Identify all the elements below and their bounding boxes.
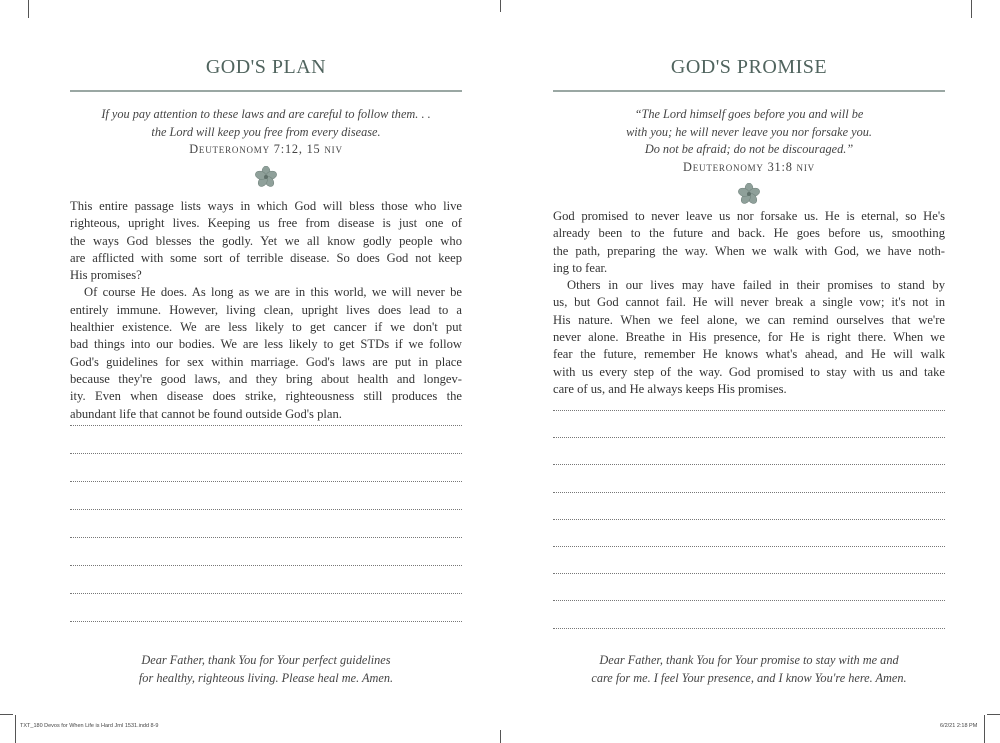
flower-icon xyxy=(738,183,760,205)
body-line: the path, preparing the way. When we walk with God, we have noth- xyxy=(553,243,945,258)
body-line: Of course He does. As long as we are in this world, we will never be xyxy=(84,285,462,300)
flower-icon xyxy=(255,166,277,188)
scripture-quote xyxy=(70,106,462,159)
footer-file: TXT_180 Devos for When Life is Hard Jrnl 1531.indd 8-9 xyxy=(20,723,159,729)
crop-mark xyxy=(984,715,985,743)
page-title: GOD'S PROMISE xyxy=(670,56,828,78)
body-line: the ways God blesses the godly. Yet we all know godly people who xyxy=(70,233,462,248)
journal-writing-line xyxy=(553,437,945,438)
prayer-line: Dear Father, thank You for Your perfect guidelines xyxy=(141,653,391,667)
body-line: This entire passage lists ways in which God will bless those who live xyxy=(70,199,462,213)
journal-writing-line xyxy=(553,573,945,574)
body-line: Others in our lives may have failed in their promises to stand by xyxy=(567,278,945,293)
prayer xyxy=(70,651,462,687)
journal-writing-line xyxy=(70,593,462,594)
quote-line: with you; he will never leave you nor forsake you. xyxy=(626,124,872,139)
quote-line: “The Lord himself goes before you and will be xyxy=(634,107,864,121)
crop-mark xyxy=(15,715,16,743)
devotional-body xyxy=(70,198,462,423)
body-line: His promises? xyxy=(70,268,142,283)
scripture-reference: Deuteronomy 31:8 niv xyxy=(683,159,815,174)
body-line: abundant life that cannot be found outside God's plan. xyxy=(70,406,342,421)
prayer-line: for healthy, righteous living. Please heal me. Amen. xyxy=(138,671,394,685)
body-line: are afflicted with some sort of terrible disease. So does God not keep xyxy=(70,250,462,265)
journal-writing-line xyxy=(553,600,945,601)
journal-writing-line xyxy=(553,464,945,465)
body-line: ity. Even when disease does strike, righteousness still produces the xyxy=(70,389,462,404)
body-line: already been to the future and back. He goes before us, smoothing xyxy=(553,226,945,241)
crop-mark xyxy=(987,714,1000,715)
body-line: because they're good laws, and they bring about health and longev- xyxy=(70,371,462,386)
crop-mark xyxy=(971,0,972,18)
body-line: care of us, and He always keeps His promises. xyxy=(553,381,787,396)
prayer-line: Dear Father, thank You for Your promise to stay with me and xyxy=(599,653,899,667)
body-line: us, but God cannot fail. He will never break a single vow; it's not in xyxy=(553,295,945,310)
body-line: His nature. When we feel alone, we can remind ourselves that we're xyxy=(553,312,945,327)
crop-mark xyxy=(500,0,501,12)
journal-writing-line xyxy=(553,519,945,520)
devotional-body xyxy=(553,208,945,398)
body-line: healthier existence. We are less likely to get cancer if we don't put xyxy=(70,320,462,335)
journal-writing-line xyxy=(70,565,462,566)
crop-mark xyxy=(500,730,501,743)
scripture-reference: Deuteronomy 7:12, 15 niv xyxy=(189,142,343,156)
journal-writing-line xyxy=(70,621,462,622)
journal-writing-line xyxy=(70,537,462,538)
body-line: with us every step of the way. God promised to stay with us and take xyxy=(553,364,945,379)
crop-mark xyxy=(28,0,29,18)
journal-writing-line xyxy=(553,492,945,493)
body-line: God's guidelines for sex within marriage. God's laws are put in place xyxy=(70,354,462,369)
quote-line: the Lord will keep you free from every disease. xyxy=(151,124,381,139)
body-line: fear the future, remember He knows what's ahead, and He will walk xyxy=(553,347,945,362)
quote-line: If you pay attention to these laws and are careful to follow them. . . xyxy=(101,107,431,121)
body-line: ing to fear. xyxy=(553,260,608,275)
body-line: entirely immune. However, living clean, upright lives does lead to a xyxy=(70,302,462,317)
footer-date: 6/2/21 2:18 PM xyxy=(940,723,978,729)
journal-writing-line xyxy=(553,546,945,547)
crop-mark xyxy=(0,714,13,715)
body-line: righteous, upright lives. Keeping us free from disease is just one of xyxy=(70,216,462,231)
quote-line: Do not be afraid; do not be discouraged.” xyxy=(644,142,854,156)
journal-writing-line xyxy=(553,410,945,411)
scripture-quote xyxy=(553,106,945,176)
journal-writing-line xyxy=(553,628,945,629)
body-line: God promised to never leave us nor forsake us. He is eternal, so He's xyxy=(553,209,945,223)
body-line: bad things into our bodies. We are less likely to get STDs if we follow xyxy=(70,337,462,352)
journal-writing-line xyxy=(70,425,462,426)
title-rule xyxy=(553,90,945,92)
prayer xyxy=(553,651,945,687)
journal-writing-line xyxy=(70,481,462,482)
title-rule xyxy=(70,90,462,92)
body-line: never alone. Breathe in His presence, for He is right there. When we xyxy=(553,330,945,345)
journal-writing-line xyxy=(70,509,462,510)
journal-writing-line xyxy=(70,453,462,454)
prayer-line: care for me. I feel Your presence, and I know You're here. Amen. xyxy=(591,671,907,685)
page-title: GOD'S PLAN xyxy=(205,56,327,78)
